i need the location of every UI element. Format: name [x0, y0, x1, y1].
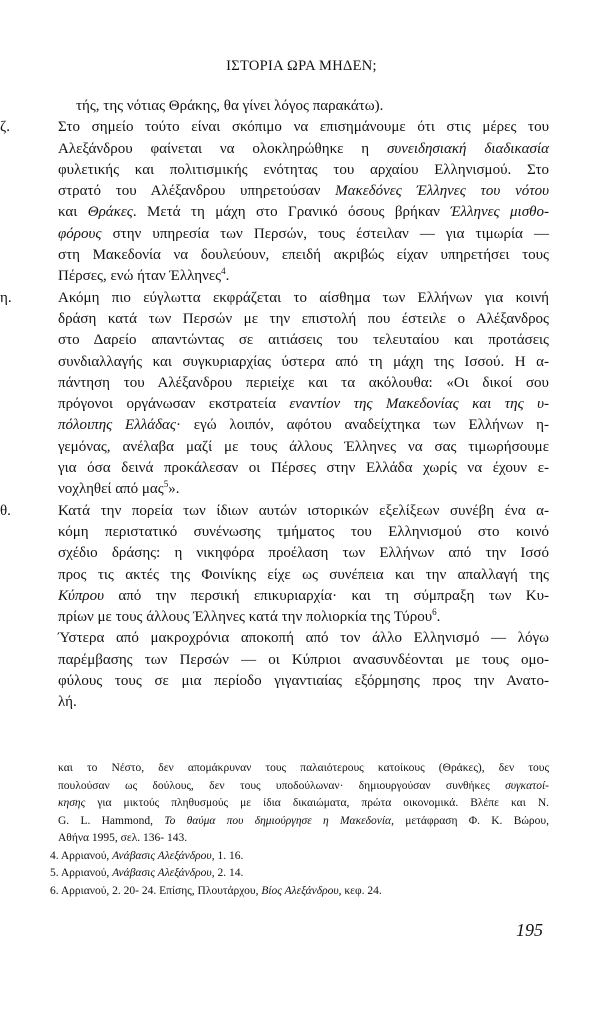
- italic-span: Ανάβασις Αλεξάνδρου: [112, 867, 212, 879]
- text-line: [58, 415, 549, 436]
- text-span: φύλους τους σε μια περίοδο γιγαντιαίας εξόρμησης προς την Ανατο-: [58, 673, 549, 690]
- italic-span: κησης: [58, 797, 86, 809]
- text-line: [58, 266, 549, 287]
- text-line: [58, 373, 549, 394]
- text-span: πάντηση του Αλέξανδρου περιείχε και τα ακόλουθα: «Οι δικοί σου: [58, 374, 549, 391]
- footnotes: [50, 760, 549, 900]
- text-span: ».: [168, 481, 180, 498]
- text-span: στρατό του Αλέξανδρου υπηρετούσαν: [58, 183, 336, 200]
- footnote-ref: 6: [432, 607, 437, 618]
- text-line: [58, 117, 549, 138]
- text-span: και: [58, 204, 88, 221]
- paragraph-marker: ζ.: [0, 119, 10, 136]
- text-span: στη Μακεδονία να δουλεύουν, επειδή ακριβώς είχαν υπηρετήσει τους: [58, 247, 549, 264]
- text-span: πρίων με τους άλλους Έλληνες κατά την πολιορκία της Τύρου: [58, 609, 433, 626]
- text-line: [58, 139, 549, 160]
- text-line: [58, 352, 549, 373]
- text-line: [58, 628, 549, 649]
- text-span: , μετάφραση Φ. Κ. Βώρου,: [391, 814, 549, 827]
- running-head: ΙΣΤΟΡΙΑ ΩΡΑ ΜΗΔΕΝ;: [226, 58, 377, 74]
- footnote-ref: 4: [221, 266, 226, 277]
- text-line: [58, 181, 549, 202]
- paragraph-marker: θ.: [0, 502, 11, 519]
- text-span: δράση κατά των Περσών με την επιστολή που έστειλε ο Αλέξανδρος: [58, 310, 549, 327]
- text-span: προς τις ακτές της Φοινίκης είχε ως συνέπεια και την απαλλαγή της: [58, 566, 549, 583]
- text-span: .: [225, 268, 230, 285]
- text-span: Κατά την πορεία των ίδιων αυτών ιστορικών εξελίξεων συνέβη ένα α-: [58, 502, 549, 519]
- text-line: [58, 288, 549, 309]
- footnote-line: [58, 813, 549, 831]
- paragraph-theta: [0, 501, 549, 714]
- text-span: , 1. 16.: [211, 849, 244, 862]
- text-line: [58, 458, 549, 479]
- text-line: [58, 394, 549, 415]
- text-span: παρέμβασης των Περσών — οι Κύπριοι ανασυνδέονται με τους ομο-: [58, 651, 549, 668]
- text-span: , κεφ. 24.: [338, 884, 382, 897]
- text-line: [58, 330, 549, 351]
- text-line: [58, 586, 549, 607]
- text-span: Αθήνα 1995, σελ. 136- 143.: [58, 832, 188, 844]
- text-span: για όσα δεινά προκάλεσαν οι Πέρσες στην Ελλάδα χωρίς να έχουν ε-: [58, 460, 549, 477]
- text-line: [58, 96, 549, 117]
- footnote-line: [58, 795, 549, 813]
- text-span: γεμόνας, ανέλαβα μαζί με τους άλλους Έλληνες να σας τιμωρήσουμε: [58, 438, 549, 455]
- text-span: φυλετικής και πολιτισμικής ενότητας του αρχαίου Ελληνισμού. Στο: [58, 161, 549, 178]
- paragraph-zeta: [0, 117, 549, 287]
- text-span: σχέδιο δράσης: η νικηφόρα προέλαση των Ελλήνων από την Ισσό: [58, 545, 549, 562]
- page-number: 195: [516, 920, 543, 940]
- text-span: τής, της νότιας Θράκης, θα γίνει λόγος παρακάτω).: [76, 98, 384, 114]
- text-line: [58, 479, 549, 500]
- paragraph-marker: η.: [0, 289, 12, 306]
- text-span: 4. Αρριανού,: [50, 849, 113, 862]
- text-line: [58, 692, 549, 713]
- italic-span: Ανάβασις Αλεξάνδρου: [112, 849, 212, 862]
- text-span: · εγώ λοιπόν, αφότου αναδείχτηκα των Ελλήνων η-: [176, 417, 549, 434]
- footnote-5: [50, 865, 549, 883]
- text-span: λή.: [58, 694, 77, 711]
- text-span: πρόγονοι οργάνωσαν εκστρατεία: [58, 396, 290, 413]
- text-span: και το Νέστο, δεν απομάκρυναν τους παλαιότερους κατοίκους (Θράκες), δεν τους: [58, 762, 549, 774]
- text-line: [58, 650, 549, 671]
- text-line: [58, 522, 549, 543]
- text-span: .: [436, 609, 441, 626]
- text-line: [58, 565, 549, 586]
- italic-span: Βίος Αλεξάνδρου: [261, 884, 339, 897]
- text-span: Ύστερα από μακροχρόνια αποκοπή από τον άλλο Ελληνισμό — λόγω: [58, 630, 549, 647]
- text-line: [58, 224, 549, 245]
- text-span: από την περσική επικυριαρχία· και τη σύμπραξη των Κυ-: [104, 587, 549, 604]
- footnote-line: [58, 778, 549, 796]
- italic-span: συγκατοί-: [505, 779, 549, 792]
- italic-span: Έλληνες μισθο-: [450, 204, 549, 221]
- text-span: στην υπηρεσία των Περσών, τους έστειλαν — για τιμωρία —: [101, 225, 549, 242]
- text-span: για μικτούς πληθυσμούς με ίδια δικαιώματα, πρώτα οικονομικά. Βλέπε και N.: [85, 797, 549, 809]
- italic-span: εναντίον της Μακεδονίας και της υ-: [289, 396, 549, 413]
- text-line: [58, 202, 549, 223]
- text-span: 5. Αρριανού,: [50, 867, 113, 879]
- text-span: , 2. 14.: [211, 867, 244, 879]
- italic-span: Το θαύμα που δημιούργησε η Μακεδονία: [164, 814, 392, 827]
- paragraph-eta: [0, 288, 549, 501]
- text-span: Πέρσες, ενώ ήταν Έλληνες: [58, 268, 222, 285]
- footnote-6: [50, 883, 549, 901]
- italic-span: Κύπρου: [58, 587, 104, 604]
- italic-span: Μακεδόνες Έλληνες του νότου: [335, 183, 549, 200]
- text-span: . Μετά τη μάχη στο Γρανικό όσους βρήκαν: [132, 204, 451, 221]
- footnote-line: [58, 760, 549, 778]
- text-line: [58, 245, 549, 266]
- text-line: [58, 543, 549, 564]
- footnote-ref: 5: [163, 479, 169, 490]
- text-line: [58, 607, 549, 628]
- text-line: [58, 501, 549, 522]
- text-span: συνδιαλλαγής και συγκυριαρχίας ύστερα από τη μάχη της Ισσού. Η α-: [58, 353, 549, 370]
- italic-span: Θράκες: [87, 204, 133, 221]
- footnote-4: [50, 848, 549, 866]
- text-span: νοχληθεί από μας: [58, 481, 164, 498]
- text-line: [58, 671, 549, 692]
- text-span: G. L. Hammond,: [58, 814, 165, 827]
- text-span: πουλούσαν ως δούλους, δεν τους υποδούλωναν· δημιουργούσαν συνθήκες: [58, 779, 506, 792]
- text-line: [58, 160, 549, 181]
- text-span: 6. Αρριανού, 2. 20- 24. Επίσης, Πλουτάρχου,: [50, 884, 262, 897]
- italic-span: φόρους: [58, 225, 102, 242]
- text-span: στο Δαρείο απαντώντας σε αιτιάσεις του τελευταίου και προτάσεις: [58, 332, 549, 349]
- footnote-line: [58, 830, 549, 848]
- italic-span: πόλοιπης Ελλάδας: [58, 417, 176, 434]
- text-line: [58, 309, 549, 330]
- text-span: Αλεξάνδρου φαίνεται να ολοκληρώθηκε η: [58, 140, 387, 157]
- main-text: [0, 96, 549, 714]
- italic-span: συνειδησιακή διαδικασία: [386, 140, 549, 157]
- text-span: κόμη περιστατικό συνένωσης τμήματος του Ελληνισμού στο κοινό: [58, 523, 549, 540]
- text-line: [58, 437, 549, 458]
- text-span: Ακόμη πιο εύγλωττα εκφράζεται το αίσθημα των Ελλήνων για κοινή: [58, 289, 549, 306]
- text-span: Στο σημείο τούτο είναι σκόπιμο να επισημάνουμε ότι στις μέρες του: [58, 119, 549, 136]
